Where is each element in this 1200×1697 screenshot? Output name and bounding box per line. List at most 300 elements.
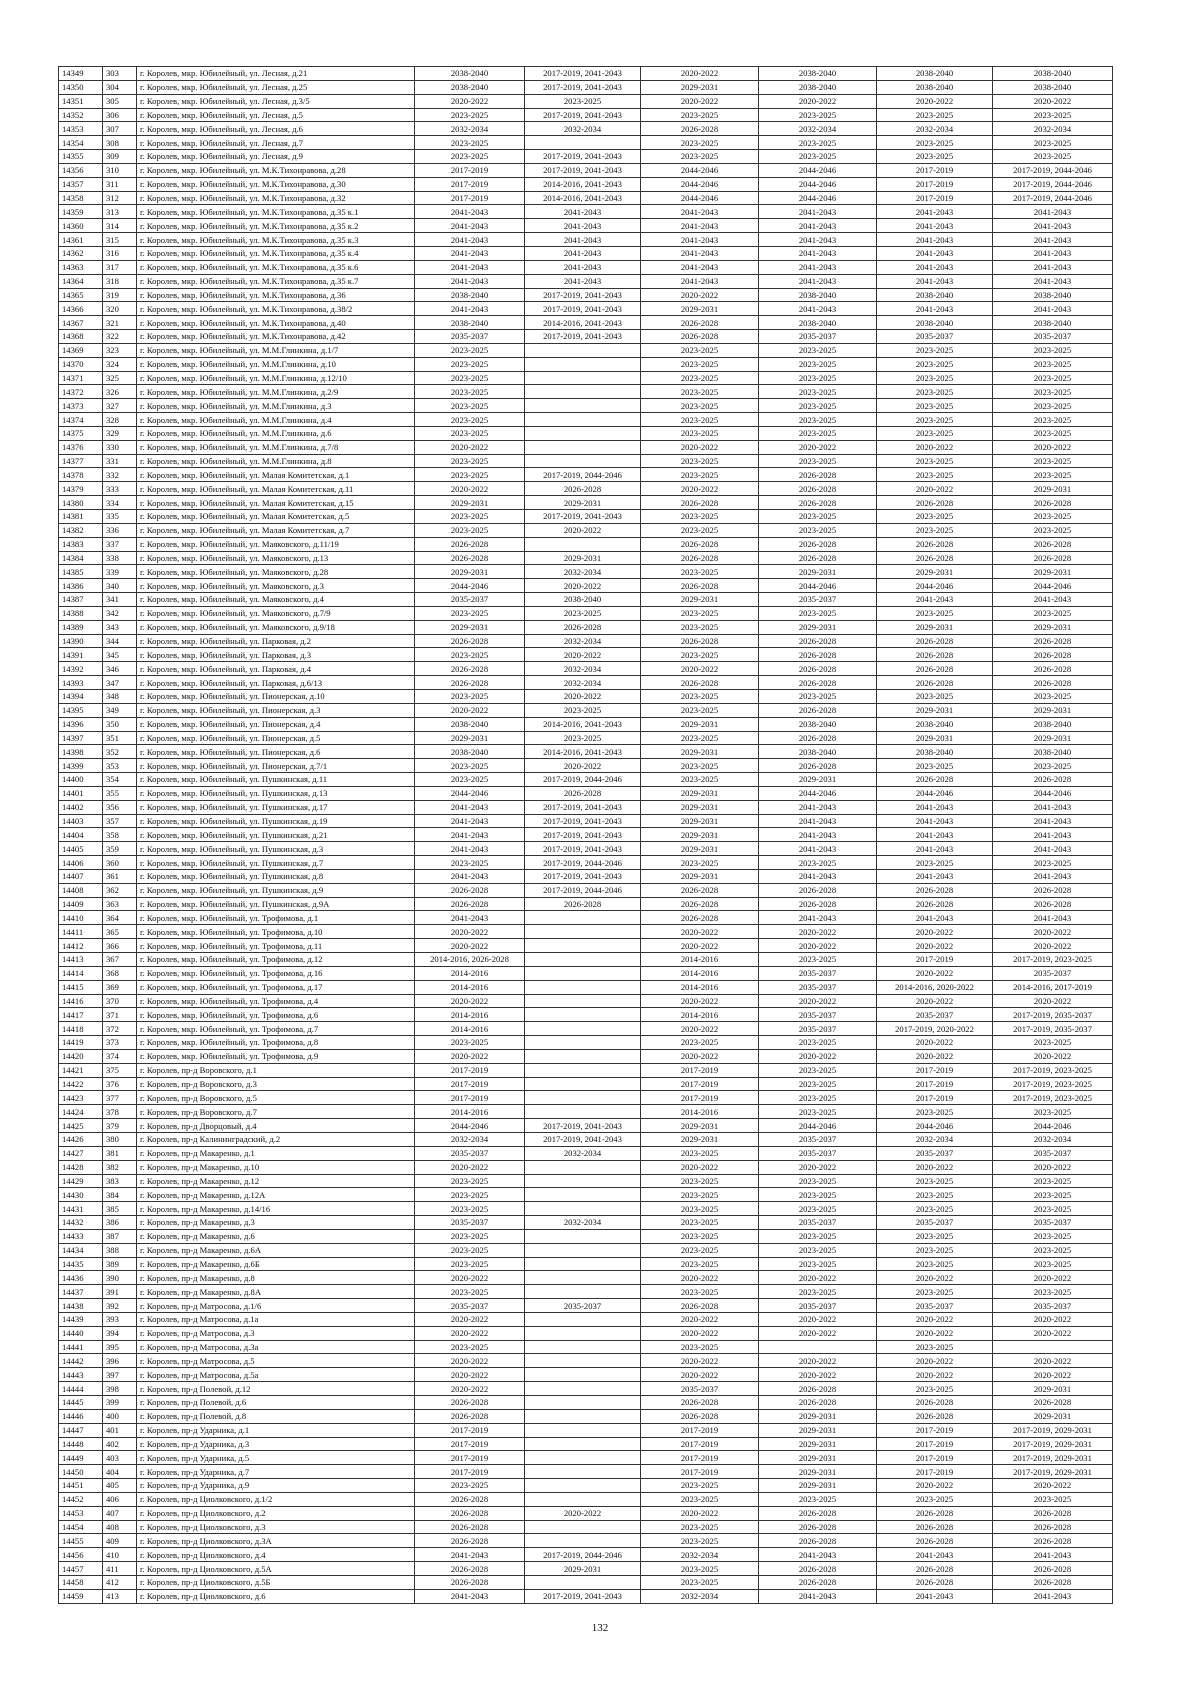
table-row bbox=[59, 399, 1113, 413]
period-cell-4: 2023-2025 bbox=[759, 1077, 877, 1091]
period-cell-5: 2041-2043 bbox=[877, 219, 993, 233]
table-row bbox=[59, 773, 1113, 787]
registry-number-cell: 14416 bbox=[59, 994, 103, 1008]
period-cell-4: 2038-2040 bbox=[759, 288, 877, 302]
table-row bbox=[59, 1119, 1113, 1133]
address-cell: г. Королев, мкр. Юбилейный, ул. Малая Комитетская, д.15 bbox=[137, 496, 415, 510]
period-cell-6: 2044-2046 bbox=[993, 579, 1113, 593]
address-cell: г. Королев, мкр. Юбилейный, ул. Маяковского, д.4 bbox=[137, 593, 415, 607]
period-cell-5: 2020-2022 bbox=[877, 440, 993, 454]
period-cell-4: 2023-2025 bbox=[759, 510, 877, 524]
registry-number-cell: 14418 bbox=[59, 1022, 103, 1036]
period-cell-6: 2041-2043 bbox=[993, 246, 1113, 260]
address-cell: г. Королев, мкр. Юбилейный, ул. Пионерская, д.7/1 bbox=[137, 759, 415, 773]
address-cell: г. Королев, мкр. Юбилейный, ул. Лесная, д.3/5 bbox=[137, 94, 415, 108]
period-cell-1: 2026-2028 bbox=[415, 662, 525, 676]
registry-number-cell: 14384 bbox=[59, 551, 103, 565]
address-cell: г. Королев, мкр. Юбилейный, ул. М.К.Тихонравова, д.42 bbox=[137, 330, 415, 344]
period-cell-4: 2020-2022 bbox=[759, 939, 877, 953]
row-number-cell: 356 bbox=[103, 800, 137, 814]
address-cell: г. Королев, пр-д Макаренко, д.12А bbox=[137, 1188, 415, 1202]
address-cell: г. Королев, пр-д Ударника, д.1 bbox=[137, 1423, 415, 1437]
registry-number-cell: 14394 bbox=[59, 689, 103, 703]
table-row bbox=[59, 1091, 1113, 1105]
registry-number-cell: 14430 bbox=[59, 1188, 103, 1202]
registry-number-cell: 14421 bbox=[59, 1063, 103, 1077]
row-number-cell: 411 bbox=[103, 1562, 137, 1576]
registry-number-cell: 14425 bbox=[59, 1119, 103, 1133]
period-cell-2: 2023-2025 bbox=[525, 606, 641, 620]
period-cell-4: 2035-2037 bbox=[759, 1299, 877, 1313]
row-number-cell: 396 bbox=[103, 1354, 137, 1368]
period-cell-2 bbox=[525, 994, 641, 1008]
period-cell-4: 2032-2034 bbox=[759, 122, 877, 136]
row-number-cell: 352 bbox=[103, 745, 137, 759]
period-cell-5: 2020-2022 bbox=[877, 1368, 993, 1382]
period-cell-3: 2023-2025 bbox=[641, 606, 759, 620]
period-cell-3: 2023-2025 bbox=[641, 1229, 759, 1243]
period-cell-2 bbox=[525, 953, 641, 967]
registry-number-cell: 14372 bbox=[59, 385, 103, 399]
period-cell-4: 2035-2037 bbox=[759, 1008, 877, 1022]
period-cell-5: 2041-2043 bbox=[877, 800, 993, 814]
period-cell-4: 2023-2025 bbox=[759, 1105, 877, 1119]
period-cell-1: 2023-2025 bbox=[415, 413, 525, 427]
period-cell-6: 2026-2028 bbox=[993, 1396, 1113, 1410]
registry-number-cell: 14373 bbox=[59, 399, 103, 413]
period-cell-3: 2020-2022 bbox=[641, 1506, 759, 1520]
registry-number-cell: 14382 bbox=[59, 523, 103, 537]
period-cell-2: 2017-2019, 2044-2046 bbox=[525, 468, 641, 482]
period-cell-4: 2023-2025 bbox=[759, 1257, 877, 1271]
period-cell-3: 2026-2028 bbox=[641, 1409, 759, 1423]
period-cell-5: 2023-2025 bbox=[877, 357, 993, 371]
period-cell-6: 2029-2031 bbox=[993, 731, 1113, 745]
period-cell-4: 2023-2025 bbox=[759, 399, 877, 413]
period-cell-3: 2023-2025 bbox=[641, 1285, 759, 1299]
period-cell-6: 2020-2022 bbox=[993, 1049, 1113, 1063]
period-cell-1: 2020-2022 bbox=[415, 1160, 525, 1174]
period-cell-2 bbox=[525, 1479, 641, 1493]
period-cell-4: 2023-2025 bbox=[759, 413, 877, 427]
address-cell: г. Королев, мкр. Юбилейный, ул. Лесная, д.21 bbox=[137, 67, 415, 81]
address-cell: г. Королев, мкр. Юбилейный, ул. М.М.Глинкина, д.2/9 bbox=[137, 385, 415, 399]
table-row bbox=[59, 496, 1113, 510]
period-cell-2 bbox=[525, 1492, 641, 1506]
registry-number-cell: 14433 bbox=[59, 1229, 103, 1243]
address-cell: г. Королев, мкр. Юбилейный, ул. Пионерская, д.4 bbox=[137, 717, 415, 731]
period-cell-1: 2017-2019 bbox=[415, 1451, 525, 1465]
period-cell-4: 2041-2043 bbox=[759, 233, 877, 247]
period-cell-3: 2020-2022 bbox=[641, 482, 759, 496]
schedule-table-container bbox=[58, 66, 1112, 1604]
row-number-cell: 343 bbox=[103, 620, 137, 634]
row-number-cell: 359 bbox=[103, 842, 137, 856]
period-cell-1: 2023-2025 bbox=[415, 426, 525, 440]
period-cell-3: 2026-2028 bbox=[641, 1396, 759, 1410]
table-row bbox=[59, 482, 1113, 496]
period-cell-1: 2032-2034 bbox=[415, 122, 525, 136]
table-row bbox=[59, 163, 1113, 177]
row-number-cell: 413 bbox=[103, 1589, 137, 1603]
registry-number-cell: 14393 bbox=[59, 676, 103, 690]
table-row bbox=[59, 648, 1113, 662]
registry-number-cell: 14455 bbox=[59, 1534, 103, 1548]
registry-number-cell: 14410 bbox=[59, 911, 103, 925]
period-cell-5: 2026-2028 bbox=[877, 648, 993, 662]
period-cell-6: 2023-2025 bbox=[993, 468, 1113, 482]
period-cell-2: 2017-2019, 2044-2046 bbox=[525, 883, 641, 897]
period-cell-2: 2023-2025 bbox=[525, 731, 641, 745]
period-cell-1: 2020-2022 bbox=[415, 1049, 525, 1063]
period-cell-6: 2023-2025 bbox=[993, 136, 1113, 150]
registry-number-cell: 14389 bbox=[59, 620, 103, 634]
period-cell-5: 2017-2019 bbox=[877, 163, 993, 177]
period-cell-1: 2023-2025 bbox=[415, 343, 525, 357]
table-row bbox=[59, 1146, 1113, 1160]
period-cell-4: 2026-2028 bbox=[759, 703, 877, 717]
row-number-cell: 316 bbox=[103, 246, 137, 260]
table-row bbox=[59, 1396, 1113, 1410]
period-cell-2: 2041-2043 bbox=[525, 205, 641, 219]
registry-number-cell: 14446 bbox=[59, 1409, 103, 1423]
table-row bbox=[59, 1022, 1113, 1036]
row-number-cell: 363 bbox=[103, 897, 137, 911]
period-cell-3: 2020-2022 bbox=[641, 1160, 759, 1174]
period-cell-3: 2023-2025 bbox=[641, 1036, 759, 1050]
period-cell-3: 2023-2025 bbox=[641, 413, 759, 427]
period-cell-4: 2035-2037 bbox=[759, 966, 877, 980]
period-cell-5: 2017-2019 bbox=[877, 1423, 993, 1437]
period-cell-1: 2020-2022 bbox=[415, 925, 525, 939]
address-cell: г. Королев, пр-д Дворцовый, д.4 bbox=[137, 1119, 415, 1133]
period-cell-4: 2041-2043 bbox=[759, 814, 877, 828]
address-cell: г. Королев, мкр. Юбилейный, ул. Трофимова, д.7 bbox=[137, 1022, 415, 1036]
registry-number-cell: 14447 bbox=[59, 1423, 103, 1437]
period-cell-2: 2023-2025 bbox=[525, 703, 641, 717]
period-cell-1: 2020-2022 bbox=[415, 703, 525, 717]
table-row bbox=[59, 1479, 1113, 1493]
table-row bbox=[59, 1105, 1113, 1119]
period-cell-1: 2014-2016, 2026-2028 bbox=[415, 953, 525, 967]
period-cell-1: 2023-2025 bbox=[415, 1188, 525, 1202]
period-cell-4: 2023-2025 bbox=[759, 150, 877, 164]
row-number-cell: 397 bbox=[103, 1368, 137, 1382]
period-cell-1: 2020-2022 bbox=[415, 994, 525, 1008]
registry-number-cell: 14443 bbox=[59, 1368, 103, 1382]
period-cell-6: 2023-2025 bbox=[993, 606, 1113, 620]
period-cell-2 bbox=[525, 1063, 641, 1077]
period-cell-1: 2044-2046 bbox=[415, 579, 525, 593]
period-cell-3: 2023-2025 bbox=[641, 1257, 759, 1271]
period-cell-2 bbox=[525, 966, 641, 980]
period-cell-2: 2017-2019, 2041-2043 bbox=[525, 1119, 641, 1133]
period-cell-6: 2032-2034 bbox=[993, 1132, 1113, 1146]
period-cell-1: 2044-2046 bbox=[415, 786, 525, 800]
table-row bbox=[59, 1451, 1113, 1465]
address-cell: г. Королев, пр-д Циолковского, д.6 bbox=[137, 1589, 415, 1603]
period-cell-3: 2017-2019 bbox=[641, 1451, 759, 1465]
period-cell-4: 2035-2037 bbox=[759, 1022, 877, 1036]
period-cell-2: 2020-2022 bbox=[525, 1506, 641, 1520]
registry-number-cell: 14422 bbox=[59, 1077, 103, 1091]
address-cell: г. Королев, мкр. Юбилейный, ул. Маяковского, д.28 bbox=[137, 565, 415, 579]
address-cell: г. Королев, мкр. Юбилейный, ул. М.К.Тихонравова, д.35 к.7 bbox=[137, 274, 415, 288]
registry-number-cell: 14442 bbox=[59, 1354, 103, 1368]
address-cell: г. Королев, мкр. Юбилейный, ул. М.М.Глинкина, д.10 bbox=[137, 357, 415, 371]
period-cell-1: 2035-2037 bbox=[415, 330, 525, 344]
period-cell-1: 2041-2043 bbox=[415, 233, 525, 247]
registry-number-cell: 14370 bbox=[59, 357, 103, 371]
period-cell-6: 2026-2028 bbox=[993, 1534, 1113, 1548]
period-cell-1: 2020-2022 bbox=[415, 939, 525, 953]
period-cell-5: 2023-2025 bbox=[877, 1285, 993, 1299]
period-cell-3: 2026-2028 bbox=[641, 579, 759, 593]
row-number-cell: 382 bbox=[103, 1160, 137, 1174]
address-cell: г. Королев, мкр. Юбилейный, ул. М.М.Глинкина, д.6 bbox=[137, 426, 415, 440]
table-row bbox=[59, 274, 1113, 288]
period-cell-2 bbox=[525, 925, 641, 939]
period-cell-6: 2038-2040 bbox=[993, 80, 1113, 94]
period-cell-5: 2029-2031 bbox=[877, 703, 993, 717]
row-number-cell: 322 bbox=[103, 330, 137, 344]
period-cell-5: 2038-2040 bbox=[877, 717, 993, 731]
row-number-cell: 373 bbox=[103, 1036, 137, 1050]
row-number-cell: 366 bbox=[103, 939, 137, 953]
period-cell-1: 2020-2022 bbox=[415, 1354, 525, 1368]
period-cell-5: 2041-2043 bbox=[877, 593, 993, 607]
period-cell-2 bbox=[525, 1520, 641, 1534]
registry-number-cell: 14349 bbox=[59, 67, 103, 81]
period-cell-5: 2023-2025 bbox=[877, 426, 993, 440]
period-cell-3: 2023-2025 bbox=[641, 426, 759, 440]
period-cell-1: 2041-2043 bbox=[415, 302, 525, 316]
address-cell: г. Королев, мкр. Юбилейный, ул. Лесная, д.6 bbox=[137, 122, 415, 136]
table-row bbox=[59, 856, 1113, 870]
registry-number-cell: 14404 bbox=[59, 828, 103, 842]
registry-number-cell: 14388 bbox=[59, 606, 103, 620]
period-cell-1: 2020-2022 bbox=[415, 1271, 525, 1285]
registry-number-cell: 14368 bbox=[59, 330, 103, 344]
period-cell-1: 2035-2037 bbox=[415, 593, 525, 607]
period-cell-2: 2026-2028 bbox=[525, 897, 641, 911]
row-number-cell: 303 bbox=[103, 67, 137, 81]
registry-number-cell: 14435 bbox=[59, 1257, 103, 1271]
period-cell-5: 2020-2022 bbox=[877, 1312, 993, 1326]
period-cell-6: 2020-2022 bbox=[993, 925, 1113, 939]
period-cell-2: 2014-2016, 2041-2043 bbox=[525, 717, 641, 731]
table-row bbox=[59, 413, 1113, 427]
period-cell-6: 2020-2022 bbox=[993, 939, 1113, 953]
address-cell: г. Королев, мкр. Юбилейный, ул. Трофимова, д.12 bbox=[137, 953, 415, 967]
period-cell-4: 2020-2022 bbox=[759, 94, 877, 108]
period-cell-1: 2038-2040 bbox=[415, 717, 525, 731]
period-cell-5: 2038-2040 bbox=[877, 67, 993, 81]
address-cell: г. Королев, мкр. Юбилейный, ул. Пушкинская, д.17 bbox=[137, 800, 415, 814]
table-row bbox=[59, 897, 1113, 911]
address-cell: г. Королев, пр-д Полевой, д.8 bbox=[137, 1409, 415, 1423]
row-number-cell: 313 bbox=[103, 205, 137, 219]
period-cell-1: 2023-2025 bbox=[415, 385, 525, 399]
address-cell: г. Королев, пр-д Циолковского, д.5А bbox=[137, 1562, 415, 1576]
period-cell-2: 2026-2028 bbox=[525, 786, 641, 800]
period-cell-6: 2032-2034 bbox=[993, 122, 1113, 136]
table-row bbox=[59, 1036, 1113, 1050]
period-cell-3: 2023-2025 bbox=[641, 1562, 759, 1576]
period-cell-3: 2026-2028 bbox=[641, 330, 759, 344]
period-cell-6: 2026-2028 bbox=[993, 773, 1113, 787]
period-cell-4: 2026-2028 bbox=[759, 1562, 877, 1576]
address-cell: г. Королев, мкр. Юбилейный, ул. М.М.Глинкина, д.12/10 bbox=[137, 371, 415, 385]
address-cell: г. Королев, пр-д Матросова, д.3а bbox=[137, 1340, 415, 1354]
row-number-cell: 395 bbox=[103, 1340, 137, 1354]
period-cell-2 bbox=[525, 1105, 641, 1119]
period-cell-3: 2023-2025 bbox=[641, 1340, 759, 1354]
address-cell: г. Королев, мкр. Юбилейный, ул. Малая Комитетская, д.5 bbox=[137, 510, 415, 524]
row-number-cell: 340 bbox=[103, 579, 137, 593]
period-cell-3: 2041-2043 bbox=[641, 233, 759, 247]
address-cell: г. Королев, мкр. Юбилейный, ул. М.К.Тихонравова, д.38/2 bbox=[137, 302, 415, 316]
period-cell-2: 2023-2025 bbox=[525, 94, 641, 108]
period-cell-3: 2023-2025 bbox=[641, 731, 759, 745]
period-cell-2 bbox=[525, 136, 641, 150]
period-cell-1: 2020-2022 bbox=[415, 1368, 525, 1382]
period-cell-5: 2029-2031 bbox=[877, 731, 993, 745]
period-cell-6: 2026-2028 bbox=[993, 883, 1113, 897]
period-cell-6: 2014-2016, 2017-2019 bbox=[993, 980, 1113, 994]
table-row bbox=[59, 786, 1113, 800]
period-cell-3: 2023-2025 bbox=[641, 136, 759, 150]
period-cell-2: 2014-2016, 2041-2043 bbox=[525, 191, 641, 205]
table-row bbox=[59, 1506, 1113, 1520]
registry-number-cell: 14423 bbox=[59, 1091, 103, 1105]
period-cell-1: 2023-2025 bbox=[415, 1229, 525, 1243]
table-row bbox=[59, 1589, 1113, 1603]
registry-number-cell: 14387 bbox=[59, 593, 103, 607]
table-row bbox=[59, 219, 1113, 233]
period-cell-2 bbox=[525, 1575, 641, 1589]
period-cell-1: 2026-2028 bbox=[415, 1409, 525, 1423]
period-cell-3: 2032-2034 bbox=[641, 1548, 759, 1562]
period-cell-6: 2017-2019, 2044-2046 bbox=[993, 191, 1113, 205]
row-number-cell: 310 bbox=[103, 163, 137, 177]
period-cell-6: 2020-2022 bbox=[993, 1354, 1113, 1368]
period-cell-2 bbox=[525, 537, 641, 551]
period-cell-6: 2026-2028 bbox=[993, 648, 1113, 662]
registry-number-cell: 14426 bbox=[59, 1132, 103, 1146]
period-cell-5: 2026-2028 bbox=[877, 773, 993, 787]
period-cell-2: 2017-2019, 2041-2043 bbox=[525, 1132, 641, 1146]
period-cell-2 bbox=[525, 1049, 641, 1063]
row-number-cell: 375 bbox=[103, 1063, 137, 1077]
table-row bbox=[59, 759, 1113, 773]
period-cell-2: 2017-2019, 2041-2043 bbox=[525, 869, 641, 883]
table-row bbox=[59, 1049, 1113, 1063]
period-cell-6: 2038-2040 bbox=[993, 67, 1113, 81]
address-cell: г. Королев, мкр. Юбилейный, ул. Пионерская, д.3 bbox=[137, 703, 415, 717]
period-cell-2: 2029-2031 bbox=[525, 1562, 641, 1576]
period-cell-4: 2041-2043 bbox=[759, 842, 877, 856]
period-cell-2 bbox=[525, 1036, 641, 1050]
period-cell-6: 2023-2025 bbox=[993, 1188, 1113, 1202]
row-number-cell: 374 bbox=[103, 1049, 137, 1063]
period-cell-4: 2044-2046 bbox=[759, 177, 877, 191]
row-number-cell: 325 bbox=[103, 371, 137, 385]
period-cell-3: 2020-2022 bbox=[641, 925, 759, 939]
registry-number-cell: 14411 bbox=[59, 925, 103, 939]
table-row bbox=[59, 953, 1113, 967]
table-row bbox=[59, 426, 1113, 440]
row-number-cell: 330 bbox=[103, 440, 137, 454]
period-cell-1: 2041-2043 bbox=[415, 800, 525, 814]
registry-number-cell: 14432 bbox=[59, 1216, 103, 1230]
row-number-cell: 336 bbox=[103, 523, 137, 537]
period-cell-5: 2041-2043 bbox=[877, 205, 993, 219]
table-row bbox=[59, 357, 1113, 371]
period-cell-5: 2041-2043 bbox=[877, 1548, 993, 1562]
address-cell: г. Королев, пр-д Циолковского, д.3А bbox=[137, 1534, 415, 1548]
period-cell-1: 2017-2019 bbox=[415, 1465, 525, 1479]
period-cell-3: 2041-2043 bbox=[641, 260, 759, 274]
address-cell: г. Королев, мкр. Юбилейный, ул. Маяковского, д.7/9 bbox=[137, 606, 415, 620]
period-cell-3: 2023-2025 bbox=[641, 703, 759, 717]
table-row bbox=[59, 1368, 1113, 1382]
row-number-cell: 388 bbox=[103, 1243, 137, 1257]
period-cell-5: 2020-2022 bbox=[877, 1049, 993, 1063]
period-cell-2 bbox=[525, 385, 641, 399]
period-cell-2: 2032-2034 bbox=[525, 122, 641, 136]
period-cell-2 bbox=[525, 454, 641, 468]
period-cell-6: 2017-2019, 2023-2025 bbox=[993, 1077, 1113, 1091]
period-cell-3: 2041-2043 bbox=[641, 205, 759, 219]
address-cell: г. Королев, мкр. Юбилейный, ул. Трофимова, д.11 bbox=[137, 939, 415, 953]
table-row bbox=[59, 1575, 1113, 1589]
period-cell-4: 2041-2043 bbox=[759, 911, 877, 925]
table-row bbox=[59, 233, 1113, 247]
period-cell-5: 2017-2019 bbox=[877, 1077, 993, 1091]
address-cell: г. Королев, мкр. Юбилейный, ул. М.М.Глинкина, д.8 bbox=[137, 454, 415, 468]
period-cell-5: 2023-2025 bbox=[877, 1492, 993, 1506]
period-cell-1: 2026-2028 bbox=[415, 1520, 525, 1534]
period-cell-4: 2023-2025 bbox=[759, 426, 877, 440]
row-number-cell: 371 bbox=[103, 1008, 137, 1022]
period-cell-4: 2026-2028 bbox=[759, 482, 877, 496]
period-cell-4: 2023-2025 bbox=[759, 1202, 877, 1216]
registry-number-cell: 14371 bbox=[59, 371, 103, 385]
registry-number-cell: 14454 bbox=[59, 1520, 103, 1534]
address-cell: г. Королев, мкр. Юбилейный, ул. М.К.Тихонравова, д.30 bbox=[137, 177, 415, 191]
address-cell: г. Королев, мкр. Юбилейный, ул. М.М.Глинкина, д.7/8 bbox=[137, 440, 415, 454]
period-cell-1: 2026-2028 bbox=[415, 1562, 525, 1576]
table-row bbox=[59, 994, 1113, 1008]
address-cell: г. Королев, пр-д Матросова, д.5 bbox=[137, 1354, 415, 1368]
period-cell-5: 2023-2025 bbox=[877, 606, 993, 620]
period-cell-6: 2020-2022 bbox=[993, 1312, 1113, 1326]
period-cell-3: 2029-2031 bbox=[641, 1119, 759, 1133]
period-cell-1: 2026-2028 bbox=[415, 897, 525, 911]
period-cell-4: 2020-2022 bbox=[759, 440, 877, 454]
registry-number-cell: 14399 bbox=[59, 759, 103, 773]
registry-number-cell: 14380 bbox=[59, 496, 103, 510]
period-cell-2 bbox=[525, 1409, 641, 1423]
period-cell-3: 2029-2031 bbox=[641, 717, 759, 731]
registry-number-cell: 14392 bbox=[59, 662, 103, 676]
table-row bbox=[59, 1285, 1113, 1299]
period-cell-4: 2026-2028 bbox=[759, 1534, 877, 1548]
period-cell-1: 2026-2028 bbox=[415, 551, 525, 565]
address-cell: г. Королев, мкр. Юбилейный, ул. Лесная, д.9 bbox=[137, 150, 415, 164]
period-cell-5: 2017-2019 bbox=[877, 191, 993, 205]
